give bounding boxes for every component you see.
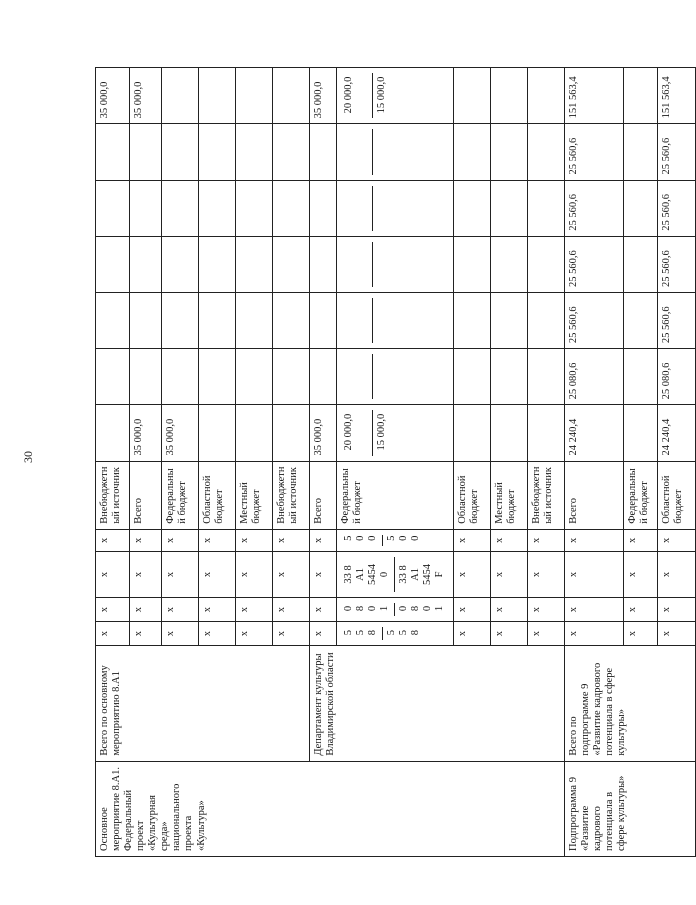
value-cell xyxy=(453,292,490,348)
value-cell xyxy=(162,68,199,124)
value-cell xyxy=(273,405,310,461)
gov-code-cell: х xyxy=(453,622,490,646)
target-code-a: 33 8 А1 54540 xyxy=(343,563,391,585)
program-name-cell: Подпрограмма 9 «Развитие кадрового потенциала в сфере культуры» xyxy=(564,761,695,856)
value-cell xyxy=(527,405,564,461)
funding-source-cell: Областной бюджет xyxy=(199,461,236,529)
target-code-cell: х xyxy=(453,551,490,597)
value-cell: 35 000,0 xyxy=(96,68,130,124)
target-code-cell: х xyxy=(490,551,527,597)
value-cell xyxy=(130,124,162,180)
value-cell: 35 000,0 xyxy=(310,68,337,124)
gov-code-cell: х xyxy=(199,622,236,646)
value-cell xyxy=(236,124,273,180)
value-cell xyxy=(453,124,490,180)
value-cell xyxy=(527,236,564,292)
value-cell: 25 560,6 xyxy=(657,292,695,348)
value-cell: 151 563,4 xyxy=(657,68,695,124)
gov-code-b: 558 xyxy=(382,627,425,640)
expense-type-a: 500 xyxy=(343,535,379,541)
gov-code-cell: х xyxy=(162,622,199,646)
target-code-cell: х xyxy=(657,551,695,597)
expense-type-cell: х xyxy=(564,529,623,551)
page-number: 30 xyxy=(21,451,35,463)
event-name-cell: Всего по основному мероприятию 8.А1 xyxy=(96,646,310,761)
gov-code-cell: х xyxy=(310,622,337,646)
value-cell xyxy=(623,405,657,461)
value-cell xyxy=(273,236,310,292)
value-cell xyxy=(199,68,236,124)
value-cell xyxy=(162,236,199,292)
value-cell xyxy=(527,124,564,180)
section-code-cell: х xyxy=(564,598,623,622)
value-cell xyxy=(96,236,130,292)
section-code-cell: х xyxy=(453,598,490,622)
expense-type-cell: х xyxy=(162,529,199,551)
section-code-cell: х xyxy=(236,598,273,622)
target-code-cell: х xyxy=(162,551,199,597)
value-cell xyxy=(527,349,564,405)
value-cell xyxy=(310,349,337,405)
target-code-cell: х xyxy=(236,551,273,597)
section-code-cell: х xyxy=(273,598,310,622)
section-code-b: 0801 xyxy=(394,603,449,616)
gov-code-cell: х xyxy=(130,622,162,646)
value-cell: 25 560,6 xyxy=(564,124,623,180)
value-a xyxy=(340,186,372,231)
section-code-cell: х xyxy=(199,598,236,622)
expense-type-cell: х xyxy=(657,529,695,551)
gov-code-cell: х xyxy=(96,622,130,646)
section-code-cell: х xyxy=(310,598,337,622)
funding-source-cell: Внебюджетн ый источник xyxy=(96,461,130,529)
funding-source-cell: Местный бюджет xyxy=(236,461,273,529)
expense-type-cell: х xyxy=(273,529,310,551)
section-code-cell: х xyxy=(162,598,199,622)
value-cell: 35 000,0 xyxy=(130,405,162,461)
value-cell xyxy=(623,236,657,292)
value-cell xyxy=(130,180,162,236)
expense-type-cell xyxy=(337,529,454,551)
value-cell: 35 000,0 xyxy=(130,68,162,124)
value-cell: 25 560,6 xyxy=(564,292,623,348)
value-cell xyxy=(162,180,199,236)
expense-type-b: 500 xyxy=(382,535,425,546)
value-cell xyxy=(453,349,490,405)
expense-type-cell: х xyxy=(199,529,236,551)
value-cell xyxy=(310,124,337,180)
value-cell xyxy=(199,180,236,236)
table-row xyxy=(564,68,623,857)
value-b xyxy=(372,354,405,399)
target-code-cell: х xyxy=(273,551,310,597)
table-row xyxy=(310,68,337,857)
value-cell xyxy=(337,124,454,180)
target-code-cell: х xyxy=(623,551,657,597)
value-cell xyxy=(199,292,236,348)
value-cell xyxy=(96,124,130,180)
value-cell xyxy=(337,236,454,292)
value-cell xyxy=(337,349,454,405)
value-cell xyxy=(273,68,310,124)
value-b xyxy=(372,242,405,287)
value-cell xyxy=(273,180,310,236)
value-b xyxy=(372,186,405,231)
expense-type-cell: х xyxy=(453,529,490,551)
value-a xyxy=(340,129,372,174)
value-cell xyxy=(453,180,490,236)
target-code-cell: х xyxy=(130,551,162,597)
value-cell xyxy=(337,68,454,124)
section-code-a: 0801 xyxy=(343,605,391,612)
funding-source-cell: Всего xyxy=(310,461,337,529)
gov-code-cell: х xyxy=(490,622,527,646)
value-cell xyxy=(273,292,310,348)
gov-code-a: 558 xyxy=(343,629,379,636)
value-cell xyxy=(310,236,337,292)
value-cell xyxy=(453,68,490,124)
gov-code-cell: х xyxy=(236,622,273,646)
value-cell xyxy=(623,292,657,348)
value-cell xyxy=(199,349,236,405)
gov-code-cell: х xyxy=(564,622,623,646)
value-b: 15 000,0 xyxy=(372,73,405,118)
expense-type-cell: х xyxy=(96,529,130,551)
target-code-cell: х xyxy=(199,551,236,597)
value-cell xyxy=(490,292,527,348)
target-code-cell xyxy=(337,551,454,597)
expense-type-cell: х xyxy=(130,529,162,551)
value-cell: 151 563,4 xyxy=(564,68,623,124)
value-cell xyxy=(96,405,130,461)
expense-type-cell: х xyxy=(527,529,564,551)
funding-source-cell: Внебюджетн ый источник xyxy=(273,461,310,529)
funding-source-cell: Федеральны й бюджет xyxy=(337,461,454,529)
gov-code-cell: х xyxy=(623,622,657,646)
value-cell xyxy=(236,68,273,124)
program-name-cell: Основное мероприятие 8.А1. Федеральный проект «Культурная среда» национального проекта «Культура» xyxy=(96,761,565,856)
value-cell xyxy=(199,124,236,180)
value-cell xyxy=(236,405,273,461)
target-code-cell: х xyxy=(564,551,623,597)
funding-source-cell: Федеральны й бюджет xyxy=(162,461,199,529)
value-b xyxy=(372,298,405,343)
value-cell xyxy=(96,349,130,405)
value-cell xyxy=(236,292,273,348)
funding-source-cell: Всего xyxy=(130,461,162,529)
value-cell xyxy=(130,349,162,405)
value-cell xyxy=(490,236,527,292)
value-cell xyxy=(623,180,657,236)
value-b xyxy=(372,129,405,174)
value-cell xyxy=(527,292,564,348)
value-a xyxy=(340,242,372,287)
value-cell xyxy=(453,236,490,292)
expense-type-cell: х xyxy=(236,529,273,551)
value-cell xyxy=(490,405,527,461)
section-code-cell: х xyxy=(490,598,527,622)
value-cell xyxy=(96,292,130,348)
value-cell: 35 000,0 xyxy=(310,405,337,461)
value-cell xyxy=(527,68,564,124)
value-cell xyxy=(490,349,527,405)
department-name-cell: Департамент культуры Владимирской области xyxy=(310,646,565,761)
value-cell: 35 000,0 xyxy=(162,405,199,461)
section-code-cell: х xyxy=(96,598,130,622)
value-cell xyxy=(337,292,454,348)
section-code-cell: х xyxy=(657,598,695,622)
value-cell: 24 240,4 xyxy=(564,405,623,461)
value-cell xyxy=(310,180,337,236)
value-cell xyxy=(273,349,310,405)
value-cell xyxy=(527,180,564,236)
value-cell xyxy=(199,236,236,292)
target-code-cell: х xyxy=(96,551,130,597)
value-cell: 25 080,6 xyxy=(657,349,695,405)
value-cell xyxy=(236,236,273,292)
funding-source-cell: Областной бюджет xyxy=(453,461,490,529)
subprogram-name-cell: Всего по подпрограмме 9 «Развитие кадрового потенциала в сфере культуры» xyxy=(564,646,695,761)
section-code-cell xyxy=(337,598,454,622)
value-cell: 25 560,6 xyxy=(657,180,695,236)
expense-type-cell: х xyxy=(490,529,527,551)
expense-type-cell: х xyxy=(310,529,337,551)
gov-code-cell xyxy=(337,622,454,646)
value-a xyxy=(340,354,372,399)
gov-code-cell: х xyxy=(527,622,564,646)
value-cell xyxy=(337,180,454,236)
target-code-cell: х xyxy=(310,551,337,597)
gov-code-cell: х xyxy=(657,622,695,646)
expense-type-cell: х xyxy=(623,529,657,551)
value-cell xyxy=(310,292,337,348)
value-cell xyxy=(130,236,162,292)
value-cell xyxy=(162,124,199,180)
target-code-cell: х xyxy=(527,551,564,597)
value-cell xyxy=(337,405,454,461)
value-cell xyxy=(623,124,657,180)
value-cell: 25 080,6 xyxy=(564,349,623,405)
budget-table xyxy=(95,67,696,857)
value-cell xyxy=(236,349,273,405)
value-cell xyxy=(490,124,527,180)
value-a: 20 000,0 xyxy=(343,413,354,451)
value-cell xyxy=(490,68,527,124)
value-cell xyxy=(453,405,490,461)
funding-source-cell: Внебюджетн ый источник xyxy=(527,461,564,529)
value-cell xyxy=(162,349,199,405)
funding-source-cell: Местный бюджет xyxy=(490,461,527,529)
value-cell: 25 560,6 xyxy=(657,124,695,180)
value-b: 15 000,0 xyxy=(372,410,405,455)
value-a xyxy=(340,298,372,343)
value-cell xyxy=(162,292,199,348)
target-code-b: 33 8 А1 5454F xyxy=(394,557,449,592)
funding-source-cell: Всего xyxy=(564,461,623,529)
value-cell xyxy=(490,180,527,236)
table-row xyxy=(96,68,130,857)
section-code-cell: х xyxy=(130,598,162,622)
value-cell: 24 240,4 xyxy=(657,405,695,461)
value-cell xyxy=(273,124,310,180)
funding-source-cell: Федеральны й бюджет xyxy=(623,461,657,529)
value-cell xyxy=(96,180,130,236)
value-cell xyxy=(236,180,273,236)
section-code-cell: х xyxy=(623,598,657,622)
value-cell: 25 560,6 xyxy=(564,180,623,236)
value-cell xyxy=(130,292,162,348)
value-cell: 25 560,6 xyxy=(657,236,695,292)
value-a: 20 000,0 xyxy=(343,76,354,114)
value-cell: 25 560,6 xyxy=(564,236,623,292)
value-cell xyxy=(623,349,657,405)
section-code-cell: х xyxy=(527,598,564,622)
value-cell xyxy=(199,405,236,461)
budget-table-rotated xyxy=(95,67,684,857)
value-cell xyxy=(623,68,657,124)
gov-code-cell: х xyxy=(273,622,310,646)
funding-source-cell: Областной бюджет xyxy=(657,461,695,529)
